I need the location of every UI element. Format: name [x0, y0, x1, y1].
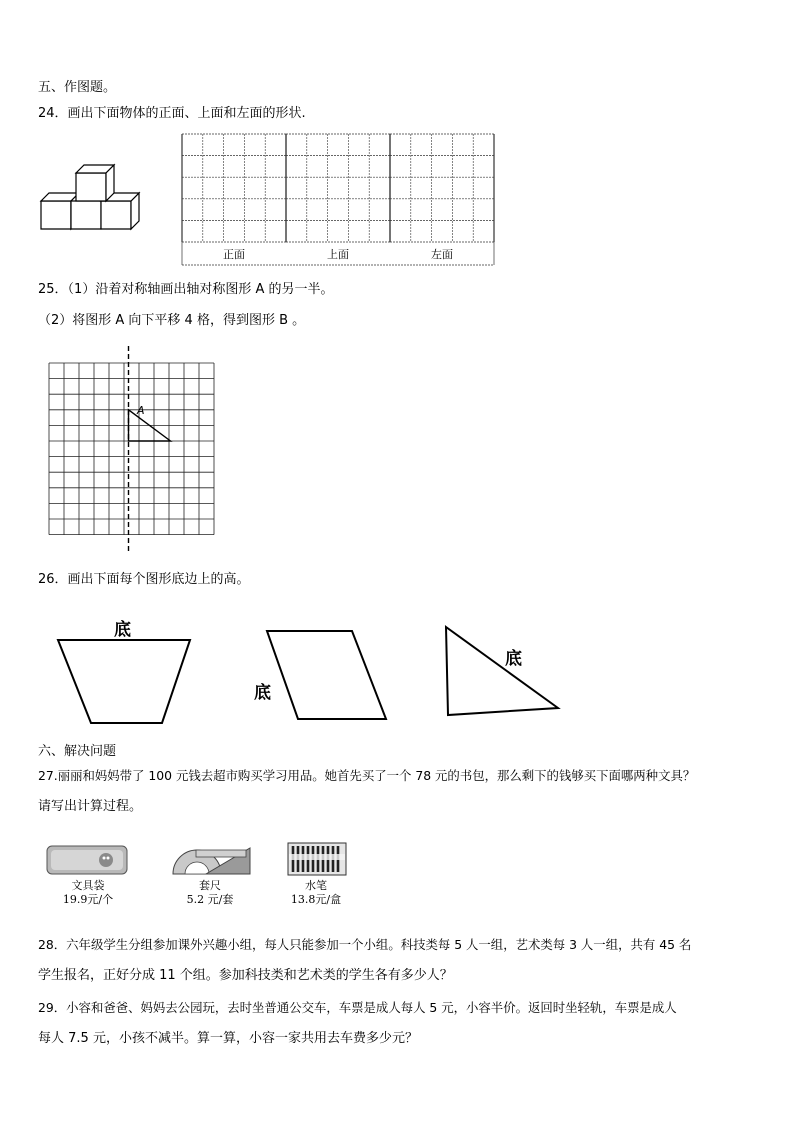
question-28-line2: 学生报名，正好分成 11 个组。参加科技类和艺术类的学生各有多少人？ — [38, 968, 453, 983]
question-25-part2: （2）将图形 A 向下平移 4 格，得到图形 B 。 — [38, 313, 306, 328]
shape-a-label: A — [137, 404, 145, 417]
question-27-line1: 27.丽丽和妈妈带了 100 元钱去超市购买学习用品。她首先买了一个 78 元的书包，那么剩下的钱够买下面哪两种文具？ — [38, 768, 696, 783]
trapezoid-base-label: 底 — [114, 620, 131, 640]
ruler-set-name: 套尺 — [199, 879, 221, 892]
parallelogram-shape — [262, 628, 397, 723]
q24-cube-figure — [38, 158, 148, 238]
pencil-case-price: 19.9元/个 — [62, 893, 114, 906]
question-25-part1: 25．（1）沿着对称轴画出轴对称图形 A 的另一半。 — [38, 282, 334, 297]
pencil-case-name: 文具袋 — [71, 879, 105, 892]
question-27-line2: 请写出计算过程。 — [38, 799, 143, 814]
question-24-text: 24．画出下面物体的正面、上面和左面的形状. — [38, 106, 306, 121]
pens-box-name: 水笔 — [305, 879, 327, 892]
pens-box-price: 13.8元/盒 — [290, 893, 342, 906]
triangle-shape — [443, 624, 568, 719]
triangle-base-label: 底 — [505, 649, 522, 669]
grid-label-top: 上面 — [327, 248, 349, 261]
ruler-set-image — [170, 844, 252, 876]
parallelogram-base-label: 底 — [254, 683, 271, 703]
question-29-line1: 29．小容和爸爸、妈妈去公园玩，去时坐普通公交车，车票是成人每人 5 元，小容半价。返回时坐轻轨，车票是成人 — [38, 1000, 677, 1015]
pens-box-image — [287, 842, 347, 876]
q25-symmetry-grid — [44, 346, 224, 551]
pencil-case-image — [46, 844, 128, 876]
grid-label-front: 正面 — [223, 248, 245, 261]
section-6-heading: 六、解决问题 — [38, 744, 117, 759]
ruler-set-price: 5.2 元/套 — [186, 893, 234, 906]
question-28-line1: 28．六年级学生分组参加课外兴趣小组，每人只能参加一个小组。科技类每 5 人一组，艺术类每 3 人一组，共有 45 名 — [38, 937, 692, 952]
question-29-line2: 每人 7.5 元，小孩不减半。算一算，小容一家共用去车费多少元？ — [38, 1031, 418, 1046]
section-5-heading: 五、作图题。 — [38, 80, 117, 95]
grid-label-left: 左面 — [431, 248, 453, 261]
trapezoid-shape — [55, 636, 205, 726]
question-26-text: 26．画出下面每个图形底边上的高。 — [38, 572, 250, 587]
